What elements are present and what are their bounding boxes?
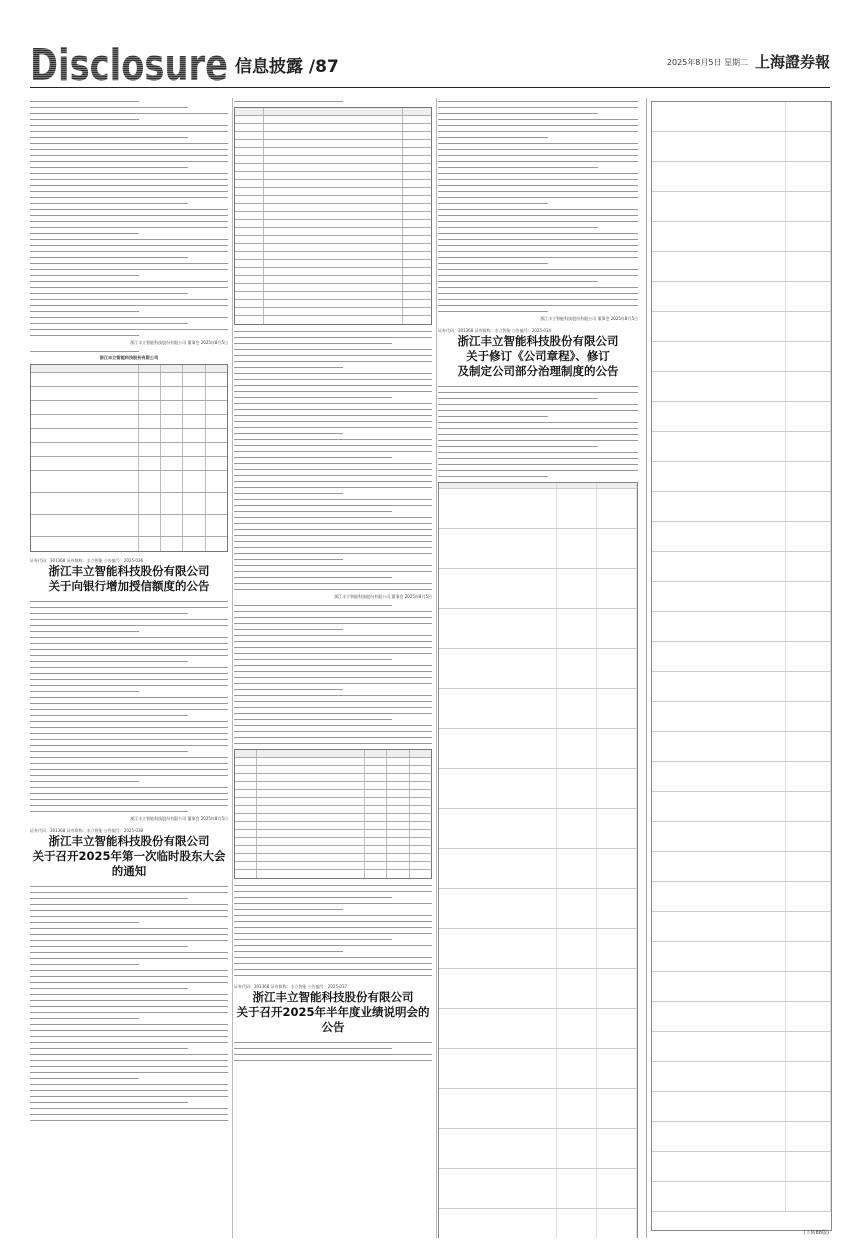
notice-meta: 证券代码：301368 证券简称：丰立智能 公告编号：2025-037	[234, 984, 348, 989]
notice-title: 关于召开2025年第一次临时股东大会的通知	[32, 849, 226, 878]
signature-block: 浙江丰立智能科技股份有限公司 董事会 2025年8月5日	[334, 594, 432, 599]
column-3	[438, 98, 638, 1238]
notice-title: 关于修订《公司章程》、修订	[466, 349, 610, 363]
body-text	[30, 98, 228, 338]
column-2	[234, 98, 432, 1238]
comparison-table	[438, 482, 638, 1238]
proposal-table	[234, 107, 432, 325]
masthead	[30, 42, 830, 88]
brand-logo-graphic	[30, 42, 230, 86]
signature-block: 浙江丰立智能科技股份有限公司 董事会 2025年8月5日	[130, 340, 228, 345]
notice-header	[30, 828, 228, 879]
body-text	[30, 883, 228, 1123]
brand-text: Disclosure	[30, 42, 228, 86]
body-text	[234, 882, 432, 978]
body-text	[234, 1039, 432, 1063]
dateline: 2025年8月5日 星期二	[666, 58, 748, 67]
notice-title: 关于召开2025年半年度业绩说明会的公告	[236, 1005, 430, 1034]
notice-meta: 证券代码：301368 证券简称：丰立智能 公告编号：2025-034	[438, 328, 552, 333]
brand-logo	[30, 42, 230, 86]
notice-meta: 证券代码：301368 证券简称：丰立智能 公告编号：2025-038	[30, 828, 144, 833]
comparison-table-continued	[651, 101, 832, 1231]
signature-block: 浙江丰立智能科技股份有限公司 董事会 2025年8月5日	[540, 316, 638, 321]
column-divider	[436, 98, 437, 1238]
body-text	[30, 598, 228, 814]
table-caption: 浙江丰立智能科技股份有限公司	[99, 355, 159, 360]
notice-header	[234, 984, 432, 1035]
notice-title-company: 浙江丰立智能科技股份有限公司	[48, 564, 210, 578]
column-4	[646, 98, 832, 1238]
body-text	[234, 602, 432, 746]
data-table	[30, 364, 228, 552]
notice-title-line3: 及制定公司部分治理制度的公告	[457, 364, 619, 378]
notice-title-company: 浙江丰立智能科技股份有限公司	[48, 834, 210, 848]
proposal-table	[234, 749, 432, 879]
body-text	[438, 98, 638, 314]
newspaper-name: 上海證券報	[754, 53, 830, 71]
notice-header	[438, 328, 638, 379]
body-text	[438, 383, 638, 479]
section-title: 信息披露 /87	[235, 57, 339, 77]
column-1	[30, 98, 228, 1238]
notice-meta: 证券代码：301368 证券简称：丰立智能 公告编号：2025-036	[30, 558, 144, 563]
notice-title: 关于向银行增加授信额度的公告	[48, 579, 210, 593]
notice-title-company: 浙江丰立智能科技股份有限公司	[457, 334, 619, 348]
notice-header	[30, 558, 228, 594]
column-divider	[232, 98, 233, 1238]
notice-title-company: 浙江丰立智能科技股份有限公司	[252, 990, 414, 1004]
signature-block: 浙江丰立智能科技股份有限公司 董事会 2025年8月5日	[130, 816, 228, 821]
continued-notice: (下转88版)	[803, 1230, 829, 1236]
body-text	[234, 328, 432, 592]
